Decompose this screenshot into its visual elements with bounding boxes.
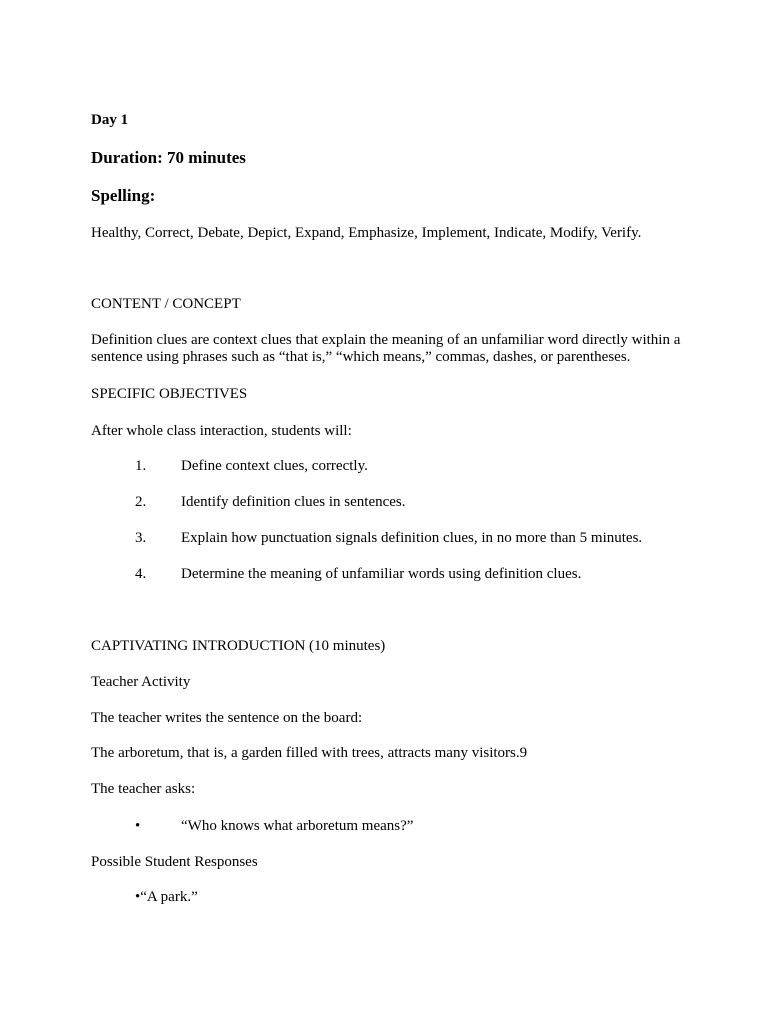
- teacher-asks-text: The teacher asks:: [91, 781, 196, 797]
- list-item-number: 4.: [135, 566, 147, 582]
- list-item-text: Explain how punctuation signals definition clues, in no more than 5 minutes.: [181, 530, 643, 546]
- content-concept-text: Definition clues are context clues that explain the meaning of an unfamiliar word directly within a sentence using phrases such as “that is,” “which means,” commas, dashes, or parentheses.: [91, 332, 681, 365]
- teacher-activity-label: Teacher Activity: [91, 674, 191, 690]
- list-item-number: 1.: [135, 458, 147, 474]
- question-text: “Who knows what arboretum means?”: [181, 818, 414, 834]
- list-item-text: Determine the meaning of unfamiliar words using definition clues.: [181, 566, 582, 582]
- content-concept-heading: CONTENT / CONCEPT: [91, 296, 241, 312]
- list-item-text: Identify definition clues in sentences.: [181, 494, 406, 510]
- bullet-icon: •: [135, 818, 141, 834]
- list-item-number: 2.: [135, 494, 147, 510]
- duration-heading: Duration: 70 minutes: [91, 148, 246, 167]
- student-response-item: •“A park.”: [135, 889, 198, 905]
- list-item-number: 3.: [135, 530, 147, 546]
- possible-responses-heading: Possible Student Responses: [91, 854, 258, 870]
- board-sentence: The arboretum, that is, a garden filled with trees, attracts many visitors.9: [91, 745, 528, 761]
- specific-objectives-heading: SPECIFIC OBJECTIVES: [91, 386, 248, 402]
- spelling-heading: Spelling:: [91, 186, 156, 205]
- list-item-text: Define context clues, correctly.: [181, 458, 368, 474]
- day-heading: Day 1: [91, 112, 129, 128]
- captivating-introduction-heading: CAPTIVATING INTRODUCTION (10 minutes): [91, 638, 386, 654]
- teacher-writes-text: The teacher writes the sentence on the board:: [91, 710, 363, 726]
- objectives-intro: After whole class interaction, students will:: [91, 423, 352, 439]
- spelling-words: Healthy, Correct, Debate, Depict, Expand, Emphasize, Implement, Indicate, Modify, Verify.: [91, 225, 642, 241]
